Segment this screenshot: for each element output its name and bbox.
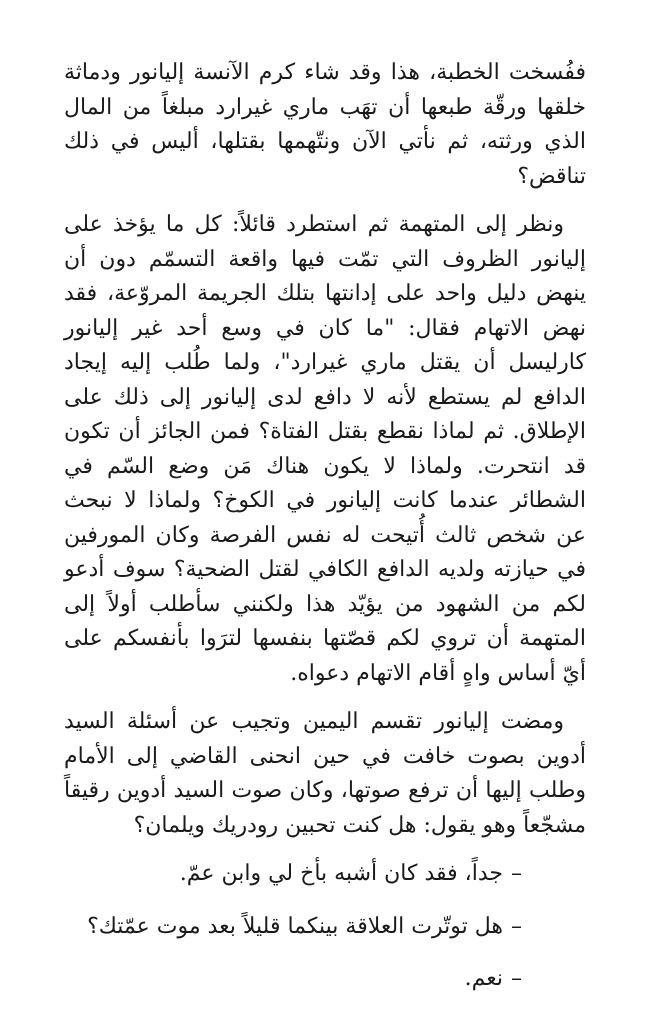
paragraph-2: ونظر إلى المتهمة ثم استطرد قائلاً: كل ما يؤخذ على إليانور الظروف التي تمّت فيها واقعة التسمّم دون أن ينهض دليل واحد على إدانتها بتلك الجريمة المروّعة، فقد نهض الاتهام فقال: "ما كان في وسع أحد غير إليانور كارليسل أن يقتل ماري غيرارد"، ولما طُلب إليه إيجاد الدافع لم يستطع لأنه لا دافع لدى إليانور إلى ذلك على الإطلاق. ثم لماذا نقطع بقتل الفتاة؟ فمن الجائز أن تكون قد انتحرت. ولماذا لا يكون هناك مَن وضع السّم في الشطائر عندما كانت إليانور في الكوخ؟ ولماذا لا نبحث عن شخص ثالث أُتيحت له نفس الفرصة وكان المورفين في حيازته ولديه الدافع الكافي لقتل الضحية؟ سوف أدعو لكم من الشهود من يؤيّد هذا ولكنني سأطلب أولاً إلى المتهمة أن تروي لكم قصّتها بنفسها لترَوا بأنفسكم على أيّ أساس واهٍ أقام الاتهام دعواه. bbox=[64, 212, 587, 686]
dialogue-line-3 bbox=[64, 962, 586, 997]
paragraph-1: ففُسخت الخطبة، هذا وقد شاء كرم الآنسة إليانور ودماثة خلقها ورقّة طبعها أن تهَب ماري غيرارد مبلغاً من المال الذي ورثته، ثم نأتي الآن ونتّهمها بقتلها، أليس في ذلك تناقض؟ bbox=[64, 60, 587, 189]
dialogue-text: هل توتّرت العلاقة بينكما قليلاً بعد موت عمّتك؟ bbox=[87, 913, 503, 939]
paragraph-3: ومضت إليانور تقسم اليمين وتجيب عن أسئلة السيد أدوين بصوت خافت في حين انحنى القاضي إلى الأمام وطلب إليها أن ترفع صوتها، وكان صوت السيد أدوين رقيقاً مشجّعاً وهو يقول: هل كنت تحبين رودريك ويلمان؟ bbox=[64, 709, 586, 838]
dialogue-text: جداً، فقد كان أشبه بأخ لي وابن عمّ. bbox=[179, 861, 503, 886]
book-page bbox=[64, 56, 586, 1015]
dialogue-line-2 bbox=[64, 910, 586, 945]
dialogue-text: نعم. bbox=[464, 966, 503, 991]
dialogue-dash: – bbox=[511, 913, 522, 939]
dialogue-line-1 bbox=[64, 857, 586, 892]
dialogue-dash: – bbox=[511, 966, 522, 991]
dialogue-dash: – bbox=[511, 861, 522, 886]
